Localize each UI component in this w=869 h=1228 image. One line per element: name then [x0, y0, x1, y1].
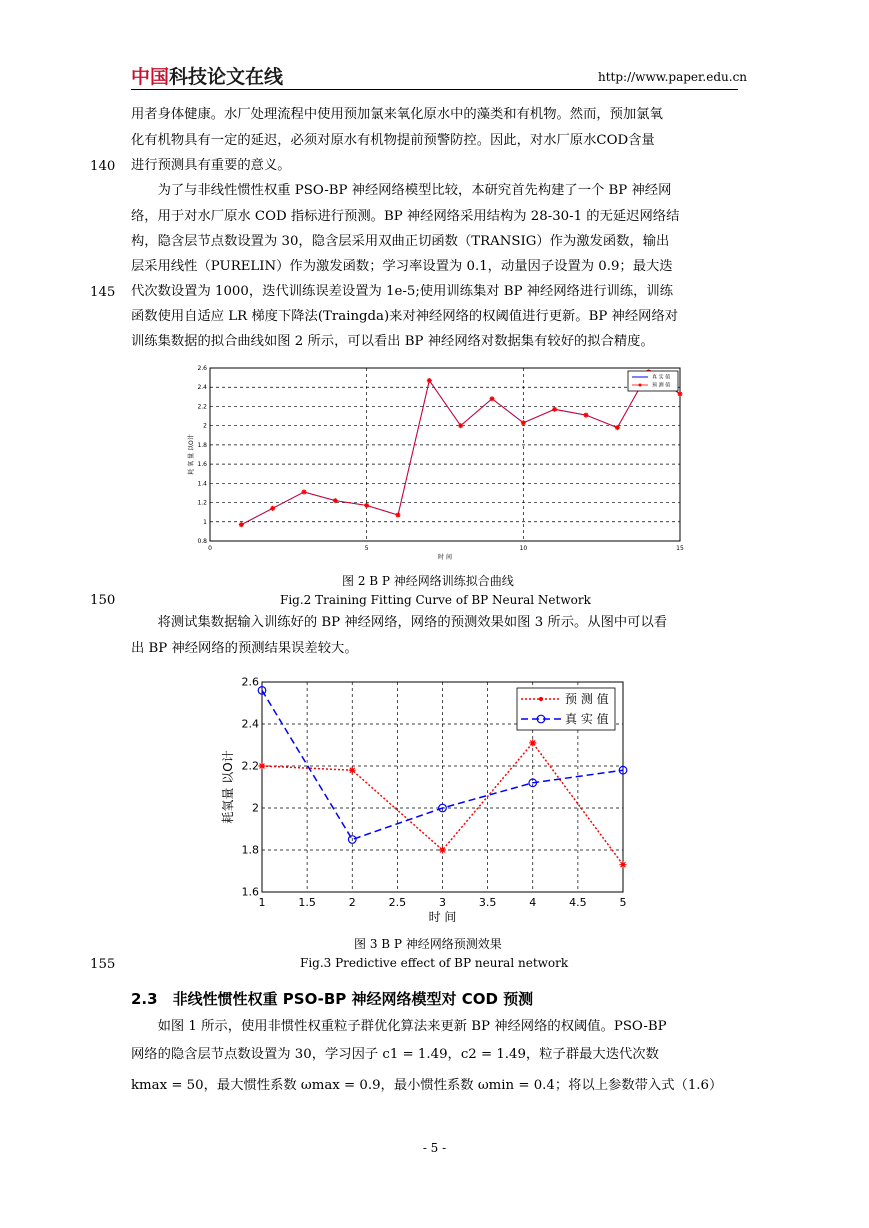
- y-tick-label: 2: [203, 422, 207, 430]
- x-tick-label: 2: [348, 896, 356, 909]
- y-tick-label: 2.2: [241, 759, 259, 773]
- y-tick-label: 2.4: [197, 384, 207, 392]
- x-tick-label: 10: [519, 545, 528, 552]
- legend-label: 真 实 值: [565, 712, 609, 726]
- y-tick-label: 1.6: [197, 461, 207, 469]
- figure-3-chart: [210, 670, 650, 930]
- y-tick-label: 2.4: [241, 717, 259, 731]
- legend-label: 预 测 值: [652, 382, 671, 389]
- figure-2-chart: [160, 360, 720, 560]
- text-line: 用者身体健康。水厂处理流程中使用预加氯来氧化原水中的藻类和有机物。然而，预加氯氧: [131, 107, 663, 122]
- y-tick-label: 1.4: [197, 480, 207, 488]
- text-line: 训练集数据的拟合曲线如图 2 所示，可以看出 BP 神经网络对数据集有较好的拟合精度。: [131, 334, 654, 349]
- y-tick-label: 1.8: [241, 843, 259, 857]
- figure-2-caption-en: Fig.2 Training Fitting Curve of BP Neural Network: [280, 593, 591, 607]
- x-tick-label: 1: [258, 896, 266, 909]
- y-tick-label: 2.6: [241, 675, 259, 689]
- journal-logo: [131, 62, 283, 89]
- x-tick-label: 4: [529, 896, 537, 909]
- logo-red-text: 中国: [131, 66, 170, 88]
- line-number: 150: [90, 593, 116, 608]
- x-tick-label: 5: [364, 545, 369, 552]
- text-line: 构，隐含层节点数设置为 30，隐含层采用双曲正切函数（TRANSIG）作为激发函数，输出: [131, 234, 670, 249]
- text-line: 网络的隐含层节点数设置为 30，学习因子 c1 = 1.49，c2 = 1.49，粒子群最大迭代次数: [131, 1047, 659, 1062]
- text-line: 如图 1 所示，使用非惯性权重粒子群优化算法来更新 BP 神经网络的权阈值。PSO-BP: [131, 1019, 667, 1034]
- figure-3-caption-en: Fig.3 Predictive effect of BP neural network: [300, 956, 569, 970]
- text-line: kmax = 50，最大惯性系数 ωmax = 0.9，最小惯性系数 ωmin = 0.4；将以上参数带入式（1.6）: [131, 1078, 723, 1093]
- legend-marker: [539, 697, 543, 701]
- text-line: 络，用于对水厂原水 COD 指标进行预测。BP 神经网络采用结构为 28-30-1 的无延迟网络结: [131, 209, 680, 224]
- x-axis-label: 时 间: [438, 554, 452, 560]
- y-axis-label: 耗氧量 以O计: [221, 750, 235, 824]
- x-tick-label: 3: [439, 896, 446, 909]
- header-rule: [131, 89, 738, 90]
- text-line: 将测试集数据输入训练好的 BP 神经网络，网络的预测效果如图 3 所示。从图中可以看: [131, 615, 668, 630]
- x-tick-label: 1.5: [298, 896, 316, 909]
- y-tick-label: 2.2: [197, 403, 207, 411]
- data-point: [302, 489, 307, 494]
- data-point: [490, 396, 495, 401]
- text-line: 出 BP 神经网络的预测结果误差较大。: [131, 641, 358, 656]
- y-tick-label: 2: [252, 801, 259, 815]
- legend-label: 预 测 值: [565, 692, 609, 706]
- y-tick-label: 0.8: [197, 538, 207, 545]
- header-url[interactable]: http://www.paper.edu.cn: [598, 70, 748, 84]
- x-tick-label: 3.5: [478, 896, 497, 909]
- figure-2-caption-cn: 图 2 B P 神经网络训练拟合曲线: [342, 574, 514, 588]
- y-tick-label: 1.8: [197, 441, 207, 449]
- text-line: 为了与非线性惯性权重 PSO-BP 神经网络模型比较，本研究首先构建了一个 BP 神经网: [131, 183, 672, 198]
- y-tick-label: 1.2: [197, 499, 207, 507]
- figure-3-caption-cn: 图 3 B P 神经网络预测效果: [354, 937, 502, 951]
- x-tick-label: 2.5: [388, 896, 407, 909]
- legend-label: 真 实 值: [652, 374, 671, 381]
- x-tick-label: 0: [208, 545, 212, 552]
- text-line: 函数使用自适应 LR 梯度下降法(Traingda)来对神经网络的权阈值进行更新。BP 神经网络对: [131, 309, 679, 324]
- x-axis-label: 时 间: [428, 910, 457, 924]
- text-line: 化有机物具有一定的延迟，必须对原水有机物提前预警防控。因此，对水厂原水COD含量: [131, 133, 655, 148]
- line-number: 155: [90, 957, 116, 972]
- x-tick-label: 5: [619, 896, 627, 909]
- logo-black-text: 科技论文在线: [169, 66, 284, 88]
- plot-frame: [210, 368, 680, 541]
- y-axis-label: 耗 氧 量 以O计: [188, 434, 195, 475]
- text-line: 进行预测具有重要的意义。: [131, 158, 291, 173]
- y-tick-label: 1: [203, 518, 207, 526]
- text-line: 代次数设置为 1000，迭代训练误差设置为 1e-5;使用训练集对 BP 神经网络进行训练，训练: [131, 284, 674, 299]
- x-tick-label: 4.5: [569, 896, 587, 909]
- page-number: - 5 -: [422, 1141, 447, 1155]
- line-number: 140: [90, 159, 116, 174]
- y-tick-label: 2.6: [197, 365, 207, 372]
- x-tick-label: 15: [676, 545, 684, 552]
- line-number: 145: [90, 285, 116, 300]
- legend-marker: [639, 384, 642, 387]
- section-heading: 2.3 非线性惯性权重 PSO-BP 神经网络模型对 COD 预测: [131, 990, 534, 1008]
- y-tick-label: 1.6: [241, 885, 259, 899]
- text-line: 层采用线性（PURELIN）作为激发函数；学习率设置为 0.1，动量因子设置为 0.9；最大迭: [131, 259, 673, 274]
